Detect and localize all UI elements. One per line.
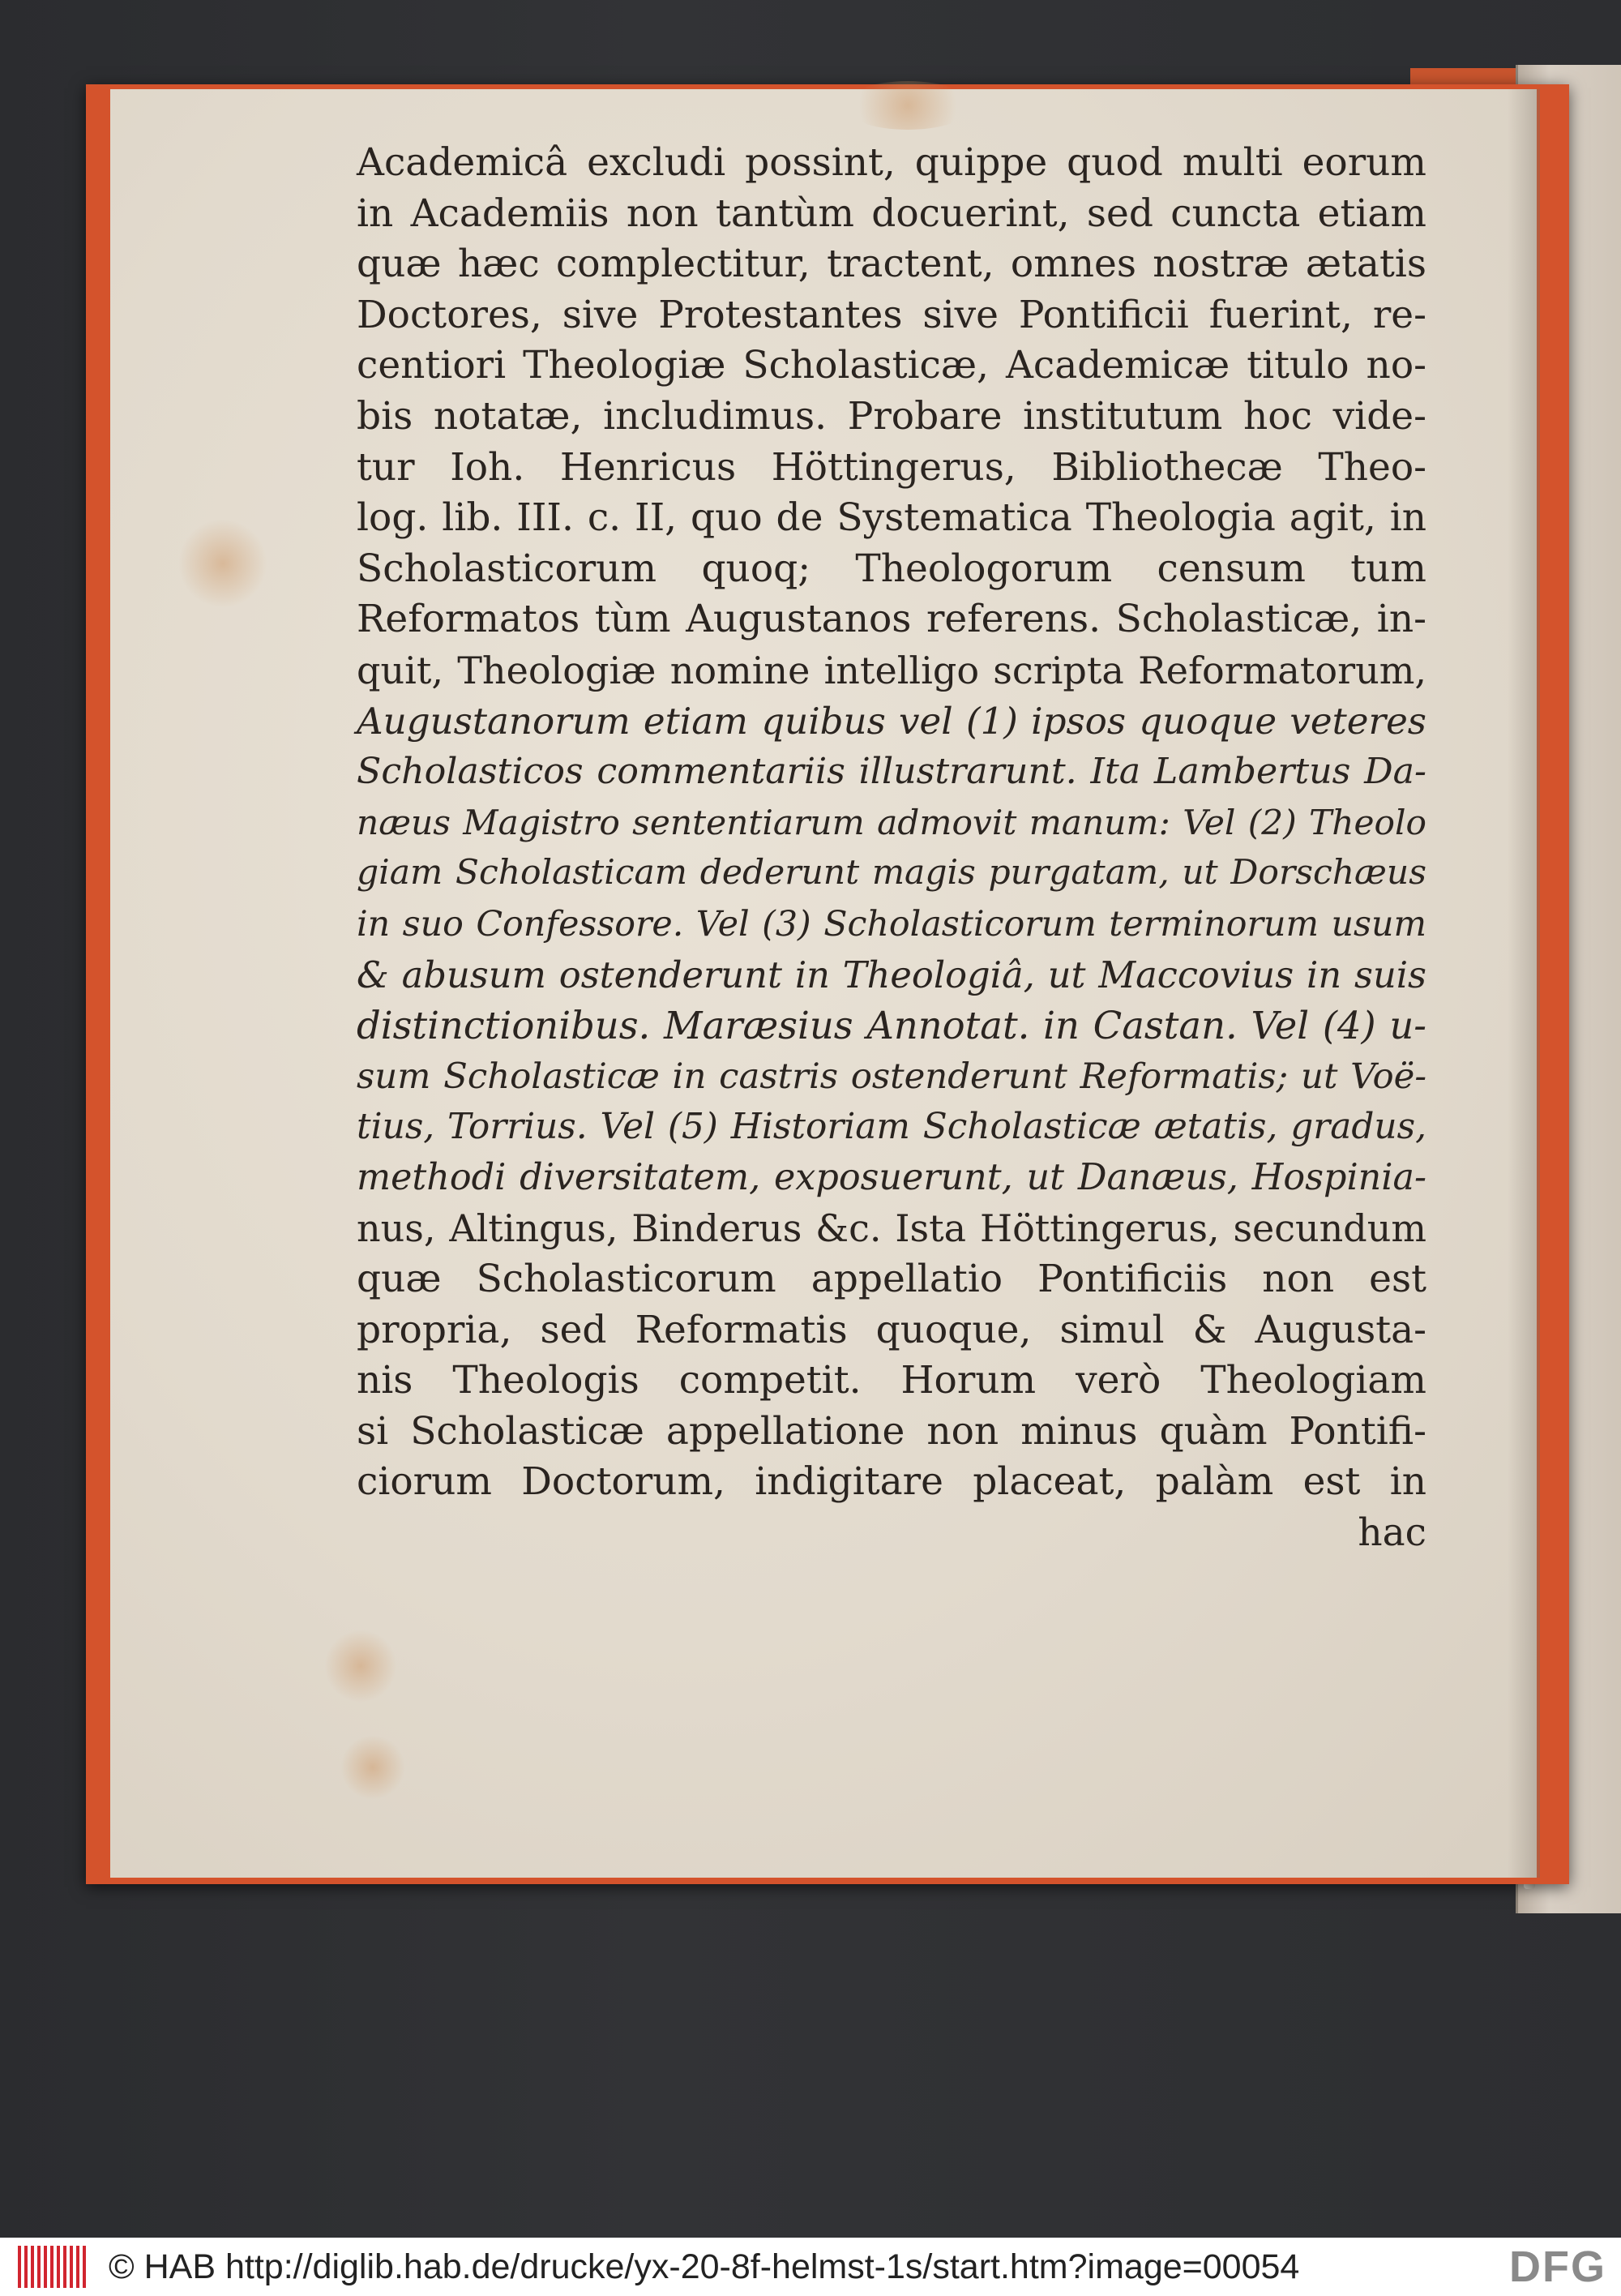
text-line: in suo Confessore. Vel (3) Scholasticorum terminorum usum [357,903,1426,945]
text-line: in Academiis non tantùm docuerint, sed cuncta etiam [357,191,1426,236]
text-line: Reformatos tùm Augustanos referens. Scholasticæ, in- [357,597,1426,642]
text-line: propria, sed Reformatis quoque, simul & Augusta- [357,1307,1426,1352]
text-line: quit, Theologiæ nomine intelligo scripta Reformatorum, [357,648,1426,692]
text-line: nus, Altingus, Binderus &c. Ista Höttingerus, secundum [357,1206,1426,1251]
page-text [357,138,1426,1559]
foxing-stain [324,1630,397,1703]
text-line: Doctores, sive Protestantes sive Pontificii fuerint, re- [357,292,1426,337]
text-line: nis Theologis competit. Horum verò Theologiam [357,1358,1426,1403]
text-line: Scholasticorum quoq; Theologorum censum tum [357,546,1426,591]
text-line: quæ hæc complectitur, tractent, omnes nostræ ætatis [357,242,1426,287]
text-line: methodi diversitatem, exposuerunt, ut Danæus, Hospinia- [357,1156,1426,1198]
foxing-stain [843,81,973,130]
footer-bar [0,2238,1621,2296]
text-line: sum Scholasticæ in castris ostenderunt Reformatis; ut Voë- [357,1056,1426,1097]
text-line: centiori Theologiæ Scholasticæ, Academicæ titulo no- [357,343,1426,388]
gutter-shadow [1508,89,1540,1878]
text-line: tius, Torrius. Vel (5) Historiam Scholasticæ ætatis, gradus, [357,1106,1426,1148]
text-line: log. lib. III. c. II, quo de Systematica Theologia agit, in [357,495,1426,541]
barcode-icon [18,2246,86,2288]
foxing-stain [178,519,267,608]
text-line: bis notatæ, includimus. Probare institutum hoc vide- [357,393,1426,439]
text-line: tur Ioh. Henricus Höttingerus, Bibliothecæ Theo- [357,444,1426,490]
text-line: næus Magistro sententiarum admovit manum: Vel (2) Theolo [357,802,1426,842]
text-line: ciorum Doctorum, indigitare placeat, palàm est in [357,1459,1426,1505]
text-line: giam Scholasticam dederunt magis purgatam, ut Dorschæus [357,853,1426,893]
catchword: hac [1358,1510,1426,1556]
foxing-stain [340,1735,405,1800]
text-line: Augustanorum etiam quibus vel (1) ipsos quoque veteres [357,699,1426,743]
text-line: Academicâ excludi possint, quippe quod multi eorum [357,140,1426,185]
text-line: si Scholasticæ appellatione non minus quàm Pontifi- [357,1408,1426,1454]
footer-url[interactable]: © HAB http://diglib.hab.de/drucke/yx-20-8f-helmst-1s/start.htm?image=00054 [109,2247,1300,2286]
text-line: distinctionibus. Maræsius Annotat. in Castan. Vel (4) u- [357,1004,1426,1048]
text-line: Scholasticos commentariis illustrarunt. Ita Lambertus Da- [357,751,1426,793]
text-line: & abusum ostenderunt in Theologiâ, ut Maccovius in suis [357,953,1426,996]
dfg-logo: DFG [1509,2242,1606,2291]
text-line: quæ Scholasticorum appellatio Pontificiis non est [357,1257,1426,1302]
